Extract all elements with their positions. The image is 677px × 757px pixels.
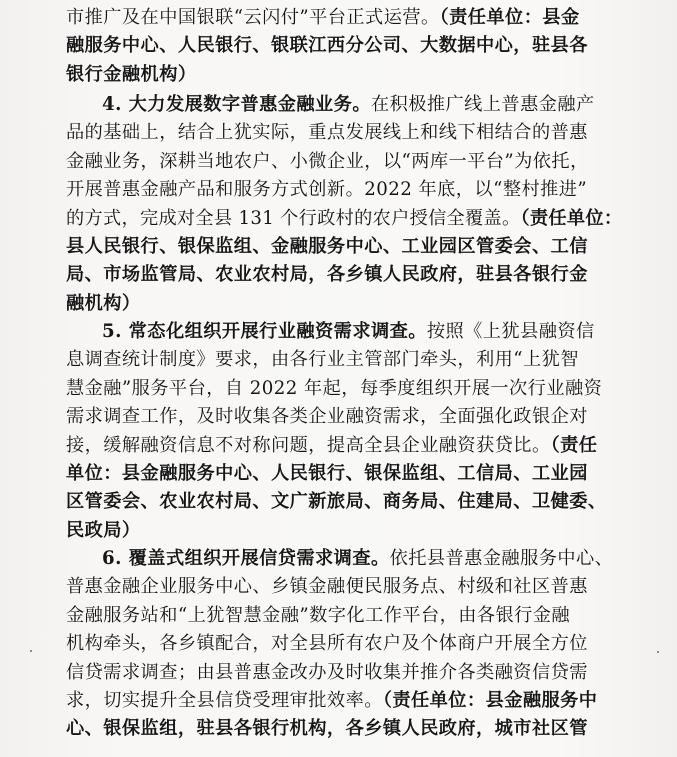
item-heading: 6. 覆盖式组织开展信贷需求调查。: [102, 548, 390, 569]
text-line: [66, 432, 626, 460]
responsible-units: （责任单位：县金融服务中: [382, 690, 598, 712]
text-line: 机构牵头，各乡镇配合，对全县所有农户及个体商户开展全方位: [66, 633, 588, 655]
text-line: 局、市场监管局、农业农村局，各乡镇人民政府，驻县各银行金: [66, 264, 588, 286]
paragraph-item-6: [66, 545, 626, 744]
item-heading: 5. 常态化组织开展行业融资需求调查。: [102, 321, 427, 342]
item-heading: 4. 大力发展数字普惠金融业务。: [102, 94, 371, 115]
text-line: [66, 91, 626, 119]
text-line: 信贷需求调查；由县普惠金改办及时收集并推介各类融资信贷需: [66, 661, 588, 683]
text-line: 心、银保监组，驻县各银行机构，各乡镇人民政府，城市社区管: [66, 718, 588, 740]
responsible-units: （责任单位：县金: [439, 7, 580, 28]
text-line: [66, 205, 626, 233]
text-run: 在积极推广线上普惠金融产: [370, 94, 595, 115]
text-line: 民政局）: [66, 519, 141, 541]
text-line: 开展普惠金融产品和服务方式创新。2022 年底，以“整村推进”: [66, 179, 588, 201]
text-line: [66, 4, 626, 32]
responsible-units: （责任: [550, 434, 598, 456]
text-line: 融服务中心、人民银行、银联江西分公司、大数据中心，驻县各: [66, 35, 588, 57]
text-line: 慧金融”服务平台，自 2022 年起，每季度组织开展一次行业融资: [66, 377, 603, 399]
paragraph-item-5: [66, 318, 626, 545]
text-line: 需求调查工作，及时收集各类企业融资需求，全面强化政银企对: [66, 406, 588, 428]
text-line: 县人民银行、银保监组、金融服务中心、工业园区管委会、工信: [66, 236, 588, 258]
text-line: 息调查统计制度》要求，由各行业主管部门牵头，利用“上犹智: [66, 349, 579, 371]
text-line: 银行金融机构）: [66, 63, 197, 85]
text-line: 金融业务，深耕当地农户、小微企业，以“两库一平台”为依托，: [66, 150, 589, 172]
scan-speck: [30, 650, 32, 652]
text-line: 品的基础上，结合上犹实际，重点发展线上和线下相结合的普惠: [66, 122, 588, 144]
text-line: [66, 318, 626, 346]
text-run: 依托县普惠金融服务中心、: [389, 548, 614, 569]
scan-speck: [657, 651, 659, 653]
text-run: 的方式，完成对全县 131 个行政村的农户授信全覆盖。: [66, 207, 521, 229]
text-run: 市推广及在中国银联“云闪付”平台正式运营。: [66, 7, 440, 28]
paragraph-item-4: [66, 91, 626, 318]
text-run: 求，切实提升全县信贷受理审批效率。: [66, 690, 383, 712]
responsible-units: （责任单位：: [520, 207, 623, 229]
text-run: 按照《上犹县融资信: [426, 321, 595, 342]
text-line: 金融服务站和“上犹智慧金融”数字化工作平台，由各银行金融: [66, 604, 571, 626]
text-line: [66, 545, 626, 573]
paragraph-continuation: [66, 4, 626, 89]
text-run: 接，缓解融资信息不对称问题，提高全县企业融资获贷比。: [66, 434, 551, 456]
text-line: 单位：县金融服务中心、人民银行、银保监组、工信局、工业园: [66, 463, 588, 485]
text-line: 区管委会、农业农村局、文广新旅局、商务局、住建局、卫健委、: [66, 491, 607, 513]
text-line: 普惠金融企业服务中心、乡镇金融便民服务点、村级和社区普惠: [66, 576, 588, 598]
text-line: [66, 687, 626, 715]
text-line: 融机构）: [66, 292, 141, 314]
